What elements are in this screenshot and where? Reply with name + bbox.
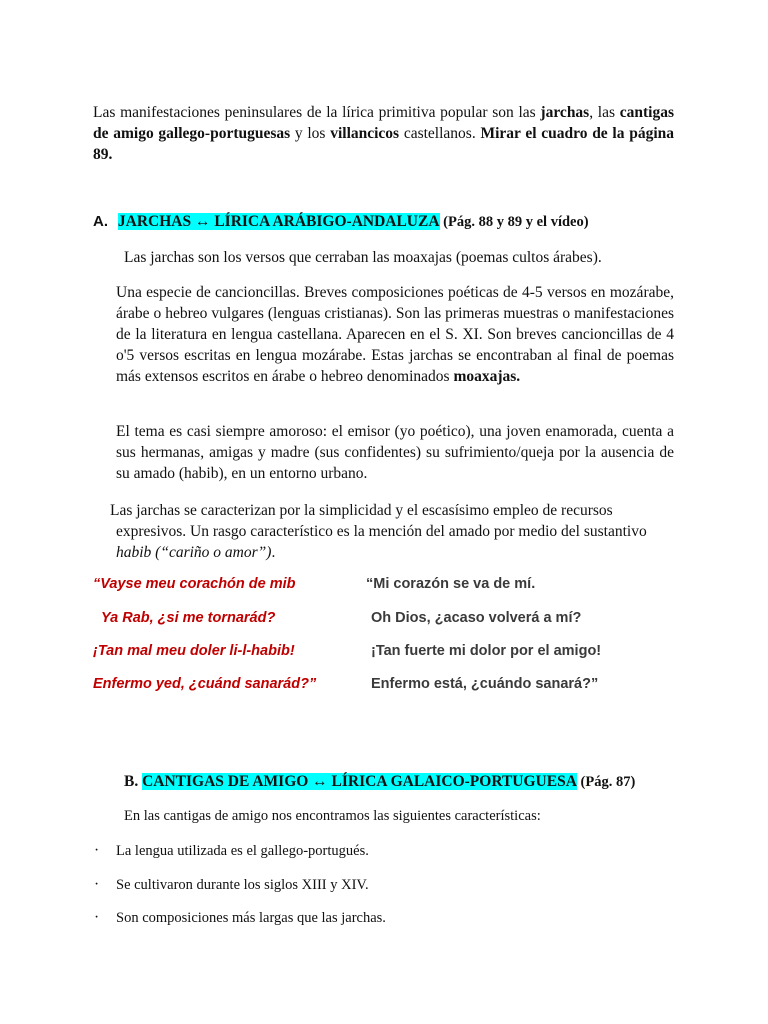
intro-villancicos: villancicos <box>330 125 400 142</box>
poem-translation-line: Oh Dios, ¿acaso volverá a mí? <box>371 610 582 626</box>
section-a-paragraph-1: Las jarchas son los versos que cerraban las moaxajas (poemas cultos árabes). <box>124 249 602 266</box>
section-a-paragraph-2-text: Una especie de cancioncillas. Breves composiciones poéticas de 4-5 versos en mozárabe, árabe o hebreo vulgares (lenguas cristianas). Son las primeras muestras o manifestaciones de la literatura en lengua castellana. Aparecen en el S. XI. Son breves cancioncillas de 4 o'5 versos escritas en lengua mozárabe. Estas jarchas se encontraban al final de poemas más extensos escritos en árabe o hebreo denominados <box>116 284 674 385</box>
section-a-title: JARCHAS ↔ LÍRICA ARÁBIGO-ANDALUZA <box>117 213 440 230</box>
poem-translation-line: ¡Tan fuerte mi dolor por el amigo! <box>371 643 602 659</box>
intro-mirar: Mirar el cuadro de la página 89. <box>93 125 674 163</box>
poem-original-line: ¡Tan mal meu doler li-l-habib! <box>93 643 295 659</box>
intro-text: y los <box>290 125 331 142</box>
section-a-letter: A. <box>93 213 108 230</box>
habib-term: habib (“cariño o amor”) <box>116 544 272 561</box>
section-a-ref: (Pág. 88 y 89 y el vídeo) <box>439 214 589 230</box>
section-a-paragraph-4-end: . <box>271 544 276 561</box>
section-a-paragraph-2 <box>116 282 674 387</box>
intro-text: , las <box>589 104 620 121</box>
section-b-ref: (Pág. 87) <box>576 774 636 790</box>
section-a-paragraph-3: El tema es casi siempre amoroso: el emisor (yo poético), una joven enamorada, cuenta a sus hermanas, amigas y madre (sus confidentes) su sufrimiento/queja por la ausencia de su amado (habib), en un entorno urbano. <box>116 423 674 482</box>
list-item: Se cultivaron durante los siglos XIII y XIV. <box>116 877 369 893</box>
section-b-letter: B. <box>124 773 139 790</box>
intro-text: Las manifestaciones peninsulares de la lírica primitiva popular son las <box>93 104 541 121</box>
list-item: La lengua utilizada es el gallego-portugués. <box>116 843 369 859</box>
section-a-paragraph-4 <box>110 500 664 563</box>
poem-original-line: Enfermo yed, ¿cuánd sanarád?” <box>93 676 317 692</box>
poem-original-line: “Vayse meu corachón de mib <box>93 576 296 592</box>
poem-original-line: Ya Rab, ¿si me tornarád? <box>101 610 276 626</box>
intro-text: castellanos. <box>399 125 481 142</box>
section-b-intro: En las cantigas de amigo nos encontramos las siguientes características: <box>124 808 541 824</box>
bullet-marker: · <box>94 909 100 926</box>
section-b-heading <box>124 771 635 793</box>
intro-cantigas: cantigas de amigo gallego-portuguesas <box>93 104 674 142</box>
poem-translation-line: Enfermo está, ¿cuándo sanará?” <box>371 676 599 692</box>
list-item: Son composiciones más largas que las jarchas. <box>116 910 386 926</box>
section-a-heading <box>93 211 589 233</box>
section-b-title: CANTIGAS DE AMIGO ↔ LÍRICA GALAICO-PORTUGUESA <box>142 773 577 790</box>
bullet-marker: · <box>94 842 100 859</box>
intro-jarchas: jarchas <box>540 104 590 121</box>
bullet-marker: · <box>94 876 100 893</box>
intro-paragraph <box>93 102 674 165</box>
section-a-paragraph-4-text: Las jarchas se caracterizan por la simplicidad y el escasísimo empleo de recursos expresivos. Un rasgo característico es la mención del amado por medio del sustantivo <box>110 502 647 540</box>
section-a-moaxajas: moaxajas. <box>453 368 521 385</box>
poem-translation-line: “Mi corazón se va de mí. <box>366 576 536 592</box>
